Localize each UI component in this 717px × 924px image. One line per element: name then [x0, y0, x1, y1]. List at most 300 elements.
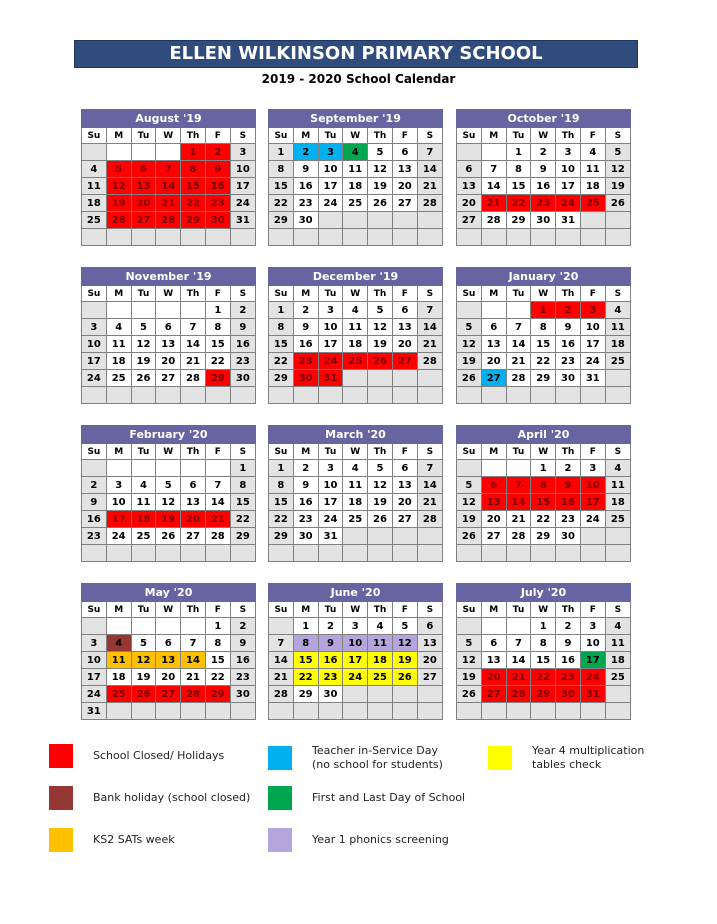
legend-label: First and Last Day of School — [312, 791, 466, 804]
weekday-label: Tu — [318, 286, 343, 302]
day-cell: 12 — [156, 494, 181, 511]
day-cell: 26 — [131, 686, 156, 703]
day-cell: 11 — [343, 161, 368, 178]
day-cell: 12 — [106, 178, 131, 195]
day-cell: 2 — [556, 618, 581, 635]
legend-item — [49, 786, 250, 810]
empty-cell — [368, 703, 393, 720]
empty-cell — [343, 545, 368, 562]
day-cell: 28 — [181, 370, 206, 387]
day-cell: 22 — [293, 669, 318, 686]
day-cell: 23 — [531, 195, 556, 212]
empty-cell — [392, 545, 417, 562]
empty-cell — [269, 387, 294, 404]
day-cell: 25 — [605, 669, 630, 686]
day-cell: 28 — [181, 686, 206, 703]
day-cell: 13 — [457, 178, 482, 195]
day-cell: 2 — [293, 144, 318, 161]
empty-cell — [156, 302, 181, 319]
day-cell: 17 — [318, 336, 343, 353]
empty-cell — [417, 703, 442, 720]
day-cell: 7 — [506, 319, 531, 336]
legend-swatch — [49, 744, 73, 768]
day-cell: 6 — [392, 302, 417, 319]
day-cell: 12 — [605, 161, 630, 178]
school-name-header: ELLEN WILKINSON PRIMARY SCHOOL — [74, 40, 638, 68]
empty-cell — [106, 144, 131, 161]
day-cell: 6 — [481, 635, 506, 652]
day-cell: 9 — [293, 477, 318, 494]
day-cell: 26 — [156, 528, 181, 545]
day-cell: 20 — [457, 195, 482, 212]
day-cell: 5 — [392, 618, 417, 635]
day-cell: 8 — [269, 319, 294, 336]
legend-label: Bank holiday (school closed) — [93, 791, 251, 804]
day-cell: 22 — [531, 353, 556, 370]
empty-cell — [106, 302, 131, 319]
empty-cell — [82, 545, 107, 562]
day-cell: 13 — [417, 635, 442, 652]
day-cell: 4 — [580, 144, 605, 161]
legend-item — [268, 828, 449, 852]
day-cell: 30 — [230, 686, 255, 703]
weekday-label: W — [156, 286, 181, 302]
day-cell: 1 — [205, 302, 230, 319]
weekday-label: S — [417, 286, 442, 302]
empty-cell — [131, 703, 156, 720]
month-title: June '20 — [269, 584, 443, 602]
weekday-label: Tu — [506, 444, 531, 460]
weekday-label: Th — [181, 444, 206, 460]
day-cell: 15 — [293, 652, 318, 669]
day-cell: 21 — [417, 336, 442, 353]
day-cell: 13 — [481, 652, 506, 669]
empty-cell — [368, 545, 393, 562]
weekday-label: W — [156, 128, 181, 144]
weekday-label: F — [205, 128, 230, 144]
day-cell: 28 — [506, 528, 531, 545]
day-cell: 30 — [293, 212, 318, 229]
day-cell: 20 — [131, 195, 156, 212]
day-cell: 15 — [506, 178, 531, 195]
day-cell: 9 — [205, 161, 230, 178]
day-cell: 21 — [156, 195, 181, 212]
month-calendar — [268, 425, 443, 562]
weekday-label: Tu — [131, 286, 156, 302]
day-cell: 12 — [368, 477, 393, 494]
day-cell: 11 — [82, 178, 107, 195]
weekday-label: S — [605, 286, 630, 302]
day-cell: 20 — [481, 669, 506, 686]
day-cell: 28 — [269, 686, 294, 703]
empty-cell — [82, 387, 107, 404]
day-cell: 3 — [82, 635, 107, 652]
empty-cell — [156, 387, 181, 404]
day-cell: 23 — [318, 669, 343, 686]
day-cell: 27 — [481, 370, 506, 387]
day-cell: 15 — [205, 652, 230, 669]
empty-cell — [82, 229, 107, 246]
day-cell: 20 — [156, 669, 181, 686]
empty-cell — [181, 460, 206, 477]
weekday-label: Th — [181, 128, 206, 144]
day-cell: 10 — [318, 161, 343, 178]
day-cell: 29 — [293, 686, 318, 703]
day-cell: 5 — [605, 144, 630, 161]
empty-cell — [392, 370, 417, 387]
day-cell: 26 — [131, 370, 156, 387]
day-cell: 5 — [368, 460, 393, 477]
day-cell: 7 — [417, 460, 442, 477]
day-cell: 21 — [417, 494, 442, 511]
day-cell: 3 — [230, 144, 255, 161]
day-cell: 1 — [205, 618, 230, 635]
weekday-label: Tu — [506, 286, 531, 302]
day-cell: 1 — [269, 302, 294, 319]
day-cell: 27 — [457, 212, 482, 229]
legend-label: School Closed/ Holidays — [93, 749, 225, 762]
empty-cell — [417, 370, 442, 387]
day-cell: 20 — [392, 494, 417, 511]
day-cell: 17 — [580, 494, 605, 511]
day-cell: 13 — [181, 494, 206, 511]
month-title: April '20 — [457, 426, 631, 444]
empty-cell — [181, 229, 206, 246]
empty-cell — [417, 212, 442, 229]
empty-cell — [580, 387, 605, 404]
weekday-label: Tu — [131, 602, 156, 618]
day-cell: 9 — [556, 319, 581, 336]
day-cell: 21 — [269, 669, 294, 686]
day-cell: 29 — [506, 212, 531, 229]
day-cell: 8 — [205, 635, 230, 652]
day-cell: 21 — [205, 511, 230, 528]
weekday-label: W — [343, 128, 368, 144]
day-cell: 19 — [457, 353, 482, 370]
legend-swatch — [488, 746, 512, 770]
day-cell: 25 — [82, 212, 107, 229]
day-cell: 23 — [82, 528, 107, 545]
empty-cell — [531, 387, 556, 404]
day-cell: 1 — [531, 302, 556, 319]
weekday-label: S — [605, 444, 630, 460]
day-cell: 3 — [318, 144, 343, 161]
day-cell: 12 — [457, 652, 482, 669]
empty-cell — [417, 545, 442, 562]
day-cell: 25 — [106, 370, 131, 387]
empty-cell — [605, 686, 630, 703]
empty-cell — [269, 545, 294, 562]
day-cell: 1 — [531, 618, 556, 635]
empty-cell — [205, 703, 230, 720]
day-cell: 22 — [269, 195, 294, 212]
empty-cell — [318, 545, 343, 562]
day-cell: 7 — [181, 635, 206, 652]
day-cell: 12 — [368, 161, 393, 178]
weekday-label: Su — [269, 286, 294, 302]
empty-cell — [269, 229, 294, 246]
weekday-label: W — [343, 602, 368, 618]
weekday-label: F — [392, 128, 417, 144]
day-cell: 22 — [531, 669, 556, 686]
month-calendar — [456, 109, 631, 246]
day-cell: 11 — [605, 319, 630, 336]
day-cell: 25 — [343, 353, 368, 370]
day-cell: 7 — [481, 161, 506, 178]
empty-cell — [131, 229, 156, 246]
day-cell: 30 — [556, 686, 581, 703]
day-cell: 31 — [318, 528, 343, 545]
weekday-label: Th — [181, 602, 206, 618]
empty-cell — [230, 229, 255, 246]
day-cell: 19 — [457, 511, 482, 528]
day-cell: 14 — [181, 652, 206, 669]
day-cell: 14 — [417, 477, 442, 494]
day-cell: 18 — [106, 669, 131, 686]
day-cell: 2 — [531, 144, 556, 161]
empty-cell — [368, 686, 393, 703]
day-cell: 10 — [318, 477, 343, 494]
day-cell: 16 — [318, 652, 343, 669]
day-cell: 23 — [556, 353, 581, 370]
day-cell: 5 — [368, 302, 393, 319]
weekday-label: Tu — [506, 128, 531, 144]
day-cell: 1 — [531, 460, 556, 477]
day-cell: 8 — [531, 635, 556, 652]
empty-cell — [605, 528, 630, 545]
day-cell: 5 — [131, 319, 156, 336]
weekday-label: Th — [368, 602, 393, 618]
day-cell: 10 — [106, 494, 131, 511]
day-cell: 21 — [506, 353, 531, 370]
empty-cell — [506, 460, 531, 477]
empty-cell — [506, 229, 531, 246]
day-cell: 10 — [580, 635, 605, 652]
weekday-label: Su — [457, 444, 482, 460]
day-cell: 5 — [368, 144, 393, 161]
empty-cell — [318, 229, 343, 246]
empty-cell — [481, 144, 506, 161]
weekday-label: Su — [269, 602, 294, 618]
empty-cell — [392, 528, 417, 545]
day-cell: 7 — [181, 319, 206, 336]
weekday-label: M — [106, 444, 131, 460]
day-cell: 21 — [481, 195, 506, 212]
day-cell: 18 — [343, 178, 368, 195]
day-cell: 22 — [506, 195, 531, 212]
day-cell: 16 — [556, 652, 581, 669]
day-cell: 14 — [417, 161, 442, 178]
empty-cell — [481, 387, 506, 404]
day-cell: 28 — [417, 511, 442, 528]
empty-cell — [205, 229, 230, 246]
empty-cell — [131, 545, 156, 562]
day-cell: 22 — [205, 353, 230, 370]
day-cell: 28 — [506, 686, 531, 703]
empty-cell — [457, 618, 482, 635]
empty-cell — [605, 370, 630, 387]
day-cell: 7 — [205, 477, 230, 494]
day-cell: 25 — [605, 511, 630, 528]
day-cell: 18 — [343, 494, 368, 511]
empty-cell — [293, 545, 318, 562]
weekday-label: S — [417, 444, 442, 460]
month-title: November '19 — [82, 268, 256, 286]
day-cell: 24 — [343, 669, 368, 686]
day-cell: 19 — [131, 353, 156, 370]
day-cell: 23 — [293, 511, 318, 528]
day-cell: 21 — [506, 511, 531, 528]
day-cell: 30 — [230, 370, 255, 387]
weekday-label: Tu — [131, 128, 156, 144]
day-cell: 11 — [605, 477, 630, 494]
empty-cell — [156, 618, 181, 635]
empty-cell — [417, 686, 442, 703]
day-cell: 25 — [605, 353, 630, 370]
weekday-label: Th — [556, 444, 581, 460]
day-cell: 20 — [392, 178, 417, 195]
day-cell: 24 — [580, 669, 605, 686]
day-cell: 8 — [181, 161, 206, 178]
day-cell: 4 — [343, 144, 368, 161]
day-cell: 31 — [318, 370, 343, 387]
day-cell: 24 — [318, 195, 343, 212]
day-cell: 16 — [205, 178, 230, 195]
day-cell: 11 — [343, 477, 368, 494]
empty-cell — [205, 545, 230, 562]
weekday-label: M — [481, 602, 506, 618]
empty-cell — [580, 703, 605, 720]
month-calendar — [268, 267, 443, 404]
empty-cell — [457, 144, 482, 161]
empty-cell — [343, 528, 368, 545]
day-cell: 30 — [556, 528, 581, 545]
day-cell: 4 — [605, 460, 630, 477]
empty-cell — [269, 618, 294, 635]
weekday-label: F — [205, 444, 230, 460]
day-cell: 22 — [230, 511, 255, 528]
weekday-label: F — [205, 286, 230, 302]
day-cell: 18 — [605, 494, 630, 511]
weekday-label: Su — [82, 128, 107, 144]
day-cell: 1 — [269, 460, 294, 477]
day-cell: 17 — [318, 178, 343, 195]
day-cell: 3 — [318, 460, 343, 477]
month-calendar — [81, 583, 256, 720]
empty-cell — [580, 528, 605, 545]
day-cell: 19 — [106, 195, 131, 212]
day-cell: 17 — [343, 652, 368, 669]
day-cell: 14 — [481, 178, 506, 195]
day-cell: 13 — [131, 178, 156, 195]
day-cell: 14 — [269, 652, 294, 669]
day-cell: 10 — [82, 336, 107, 353]
day-cell: 6 — [457, 161, 482, 178]
empty-cell — [82, 460, 107, 477]
day-cell: 27 — [392, 195, 417, 212]
weekday-label: M — [106, 286, 131, 302]
day-cell: 26 — [457, 528, 482, 545]
weekday-label: Th — [556, 128, 581, 144]
weekday-label: F — [392, 444, 417, 460]
day-cell: 16 — [556, 494, 581, 511]
empty-cell — [368, 229, 393, 246]
empty-cell — [580, 229, 605, 246]
day-cell: 1 — [269, 144, 294, 161]
legend-label: Year 1 phonics screening — [312, 833, 449, 846]
month-title: January '20 — [457, 268, 631, 286]
month-title: May '20 — [82, 584, 256, 602]
day-cell: 20 — [392, 336, 417, 353]
day-cell: 4 — [605, 618, 630, 635]
day-cell: 23 — [205, 195, 230, 212]
day-cell: 15 — [205, 336, 230, 353]
day-cell: 23 — [556, 511, 581, 528]
empty-cell — [481, 703, 506, 720]
calendar-subtitle: 2019 - 2020 School Calendar — [261, 72, 456, 86]
day-cell: 24 — [230, 195, 255, 212]
day-cell: 30 — [531, 212, 556, 229]
empty-cell — [556, 229, 581, 246]
day-cell: 12 — [368, 319, 393, 336]
day-cell: 30 — [293, 528, 318, 545]
day-cell: 29 — [531, 528, 556, 545]
day-cell: 19 — [131, 669, 156, 686]
day-cell: 11 — [605, 635, 630, 652]
day-cell: 25 — [343, 511, 368, 528]
empty-cell — [205, 387, 230, 404]
empty-cell — [343, 703, 368, 720]
empty-cell — [181, 703, 206, 720]
empty-cell — [318, 703, 343, 720]
empty-cell — [506, 387, 531, 404]
day-cell: 3 — [318, 302, 343, 319]
month-calendar — [456, 267, 631, 404]
day-cell: 17 — [82, 353, 107, 370]
day-cell: 28 — [205, 528, 230, 545]
day-cell: 15 — [269, 178, 294, 195]
day-cell: 22 — [531, 511, 556, 528]
day-cell: 17 — [556, 178, 581, 195]
day-cell: 6 — [481, 477, 506, 494]
day-cell: 14 — [417, 319, 442, 336]
day-cell: 13 — [156, 652, 181, 669]
weekday-label: M — [481, 286, 506, 302]
day-cell: 13 — [481, 494, 506, 511]
day-cell: 23 — [230, 669, 255, 686]
weekday-label: F — [205, 602, 230, 618]
empty-cell — [131, 144, 156, 161]
legend-item — [49, 744, 224, 768]
day-cell: 1 — [181, 144, 206, 161]
empty-cell — [156, 545, 181, 562]
day-cell: 15 — [531, 336, 556, 353]
day-cell: 20 — [181, 511, 206, 528]
weekday-label: W — [156, 444, 181, 460]
day-cell: 10 — [580, 477, 605, 494]
day-cell: 18 — [343, 336, 368, 353]
weekday-label: W — [156, 602, 181, 618]
month-calendar — [268, 109, 443, 246]
day-cell: 2 — [293, 460, 318, 477]
day-cell: 8 — [230, 477, 255, 494]
weekday-label: M — [481, 128, 506, 144]
day-cell: 10 — [230, 161, 255, 178]
empty-cell — [106, 460, 131, 477]
empty-cell — [368, 370, 393, 387]
day-cell: 20 — [481, 511, 506, 528]
empty-cell — [131, 618, 156, 635]
